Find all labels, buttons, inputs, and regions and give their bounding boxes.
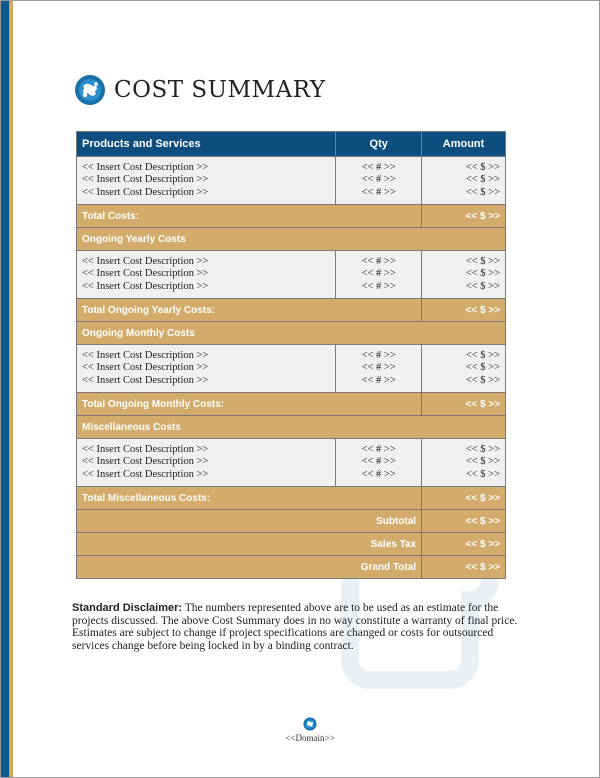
cost-description: << Insert Cost Description >> <box>82 349 209 361</box>
cost-description-cell <box>77 439 336 487</box>
cost-description-cell <box>77 345 336 393</box>
page-header <box>74 72 326 108</box>
total-costs-row <box>77 205 506 228</box>
amount-value: << $ >> <box>465 456 500 468</box>
subtotal-row <box>77 510 506 533</box>
subtotal-label: Subtotal <box>77 510 422 533</box>
footer-domain: <<Domain>> <box>285 733 335 743</box>
globe-puzzle-icon <box>303 717 317 731</box>
left-accent-bar-gold <box>9 1 13 777</box>
table-row <box>77 251 506 299</box>
sales-tax-amount: << $ >> <box>422 533 506 556</box>
amount-value: << $ >> <box>465 161 500 173</box>
amount-cell <box>422 345 506 393</box>
section-header-misc <box>77 416 506 439</box>
total-yearly-label: Total Ongoing Yearly Costs: <box>77 299 422 322</box>
header-amount: Amount <box>422 132 506 157</box>
total-yearly-amount: << $ >> <box>422 299 506 322</box>
left-accent-bar-blue <box>1 1 9 777</box>
table-row <box>77 157 506 205</box>
amount-value: << $ >> <box>465 374 500 386</box>
cost-description: << Insert Cost Description >> <box>82 174 209 186</box>
qty-cell <box>336 157 422 205</box>
grand-total-label: Grand Total <box>77 556 422 579</box>
qty-value: << # >> <box>361 186 396 198</box>
cost-description: << Insert Cost Description >> <box>82 161 209 173</box>
header-qty: Qty <box>336 132 422 157</box>
total-monthly-row <box>77 393 506 416</box>
header-products-services: Products and Services <box>77 132 336 157</box>
grand-total-amount: << $ >> <box>422 556 506 579</box>
cost-description: << Insert Cost Description >> <box>82 186 209 198</box>
qty-cell <box>336 439 422 487</box>
total-misc-row <box>77 487 506 510</box>
qty-value: << # >> <box>361 443 396 455</box>
qty-value: << # >> <box>361 255 396 267</box>
grand-total-row <box>77 556 506 579</box>
total-monthly-label: Total Ongoing Monthly Costs: <box>77 393 422 416</box>
cost-description: << Insert Cost Description >> <box>82 468 209 480</box>
cost-description: << Insert Cost Description >> <box>82 374 209 386</box>
qty-value: << # >> <box>361 456 396 468</box>
qty-value: << # >> <box>361 268 396 280</box>
table-row <box>77 345 506 393</box>
cost-description-cell <box>77 157 336 205</box>
cost-description: << Insert Cost Description >> <box>82 268 209 280</box>
amount-value: << $ >> <box>465 255 500 267</box>
section-title-misc: Miscellaneous Costs <box>77 416 506 439</box>
section-title-yearly: Ongoing Yearly Costs <box>77 228 506 251</box>
section-header-monthly <box>77 322 506 345</box>
total-yearly-row <box>77 299 506 322</box>
qty-value: << # >> <box>361 280 396 292</box>
amount-value: << $ >> <box>465 280 500 292</box>
qty-value: << # >> <box>361 174 396 186</box>
cost-summary-table <box>76 131 506 579</box>
total-monthly-amount: << $ >> <box>422 393 506 416</box>
amount-value: << $ >> <box>465 443 500 455</box>
cost-description: << Insert Cost Description >> <box>82 456 209 468</box>
amount-value: << $ >> <box>465 186 500 198</box>
globe-puzzle-icon <box>74 74 106 106</box>
amount-cell <box>422 157 506 205</box>
amount-cell <box>422 251 506 299</box>
cost-description: << Insert Cost Description >> <box>82 280 209 292</box>
cost-description: << Insert Cost Description >> <box>82 362 209 374</box>
total-misc-amount: << $ >> <box>422 487 506 510</box>
amount-value: << $ >> <box>465 268 500 280</box>
amount-value: << $ >> <box>465 362 500 374</box>
section-title-monthly: Ongoing Monthly Costs <box>77 322 506 345</box>
qty-value: << # >> <box>361 374 396 386</box>
page-title: COST SUMMARY <box>114 77 326 103</box>
qty-value: << # >> <box>361 349 396 361</box>
sales-tax-label: Sales Tax <box>77 533 422 556</box>
cost-description-cell <box>77 251 336 299</box>
page-footer <box>270 717 350 743</box>
disclaimer-text: The numbers represented above are to be used as an estimate for the projects discussed. The above Cost Summary does in no way constitute a warranty of final price. Estimates are subject to change if project specifications are changed or costs for outsourced services change before being locked in by a binding contract. <box>72 602 518 652</box>
table-header-row <box>77 132 506 157</box>
total-costs-amount: << $ >> <box>422 205 506 228</box>
standard-disclaimer <box>72 602 528 652</box>
subtotal-amount: << $ >> <box>422 510 506 533</box>
amount-value: << $ >> <box>465 349 500 361</box>
qty-value: << # >> <box>361 161 396 173</box>
qty-value: << # >> <box>361 468 396 480</box>
qty-cell <box>336 345 422 393</box>
qty-cell <box>336 251 422 299</box>
amount-cell <box>422 439 506 487</box>
cost-description: << Insert Cost Description >> <box>82 443 209 455</box>
qty-value: << # >> <box>361 362 396 374</box>
table-row <box>77 439 506 487</box>
cost-description: << Insert Cost Description >> <box>82 255 209 267</box>
amount-value: << $ >> <box>465 468 500 480</box>
amount-value: << $ >> <box>465 174 500 186</box>
total-misc-label: Total Miscellaneous Costs: <box>77 487 422 510</box>
section-header-yearly <box>77 228 506 251</box>
disclaimer-label: Standard Disclaimer: <box>72 602 183 614</box>
total-costs-label: Total Costs: <box>77 205 422 228</box>
sales-tax-row <box>77 533 506 556</box>
